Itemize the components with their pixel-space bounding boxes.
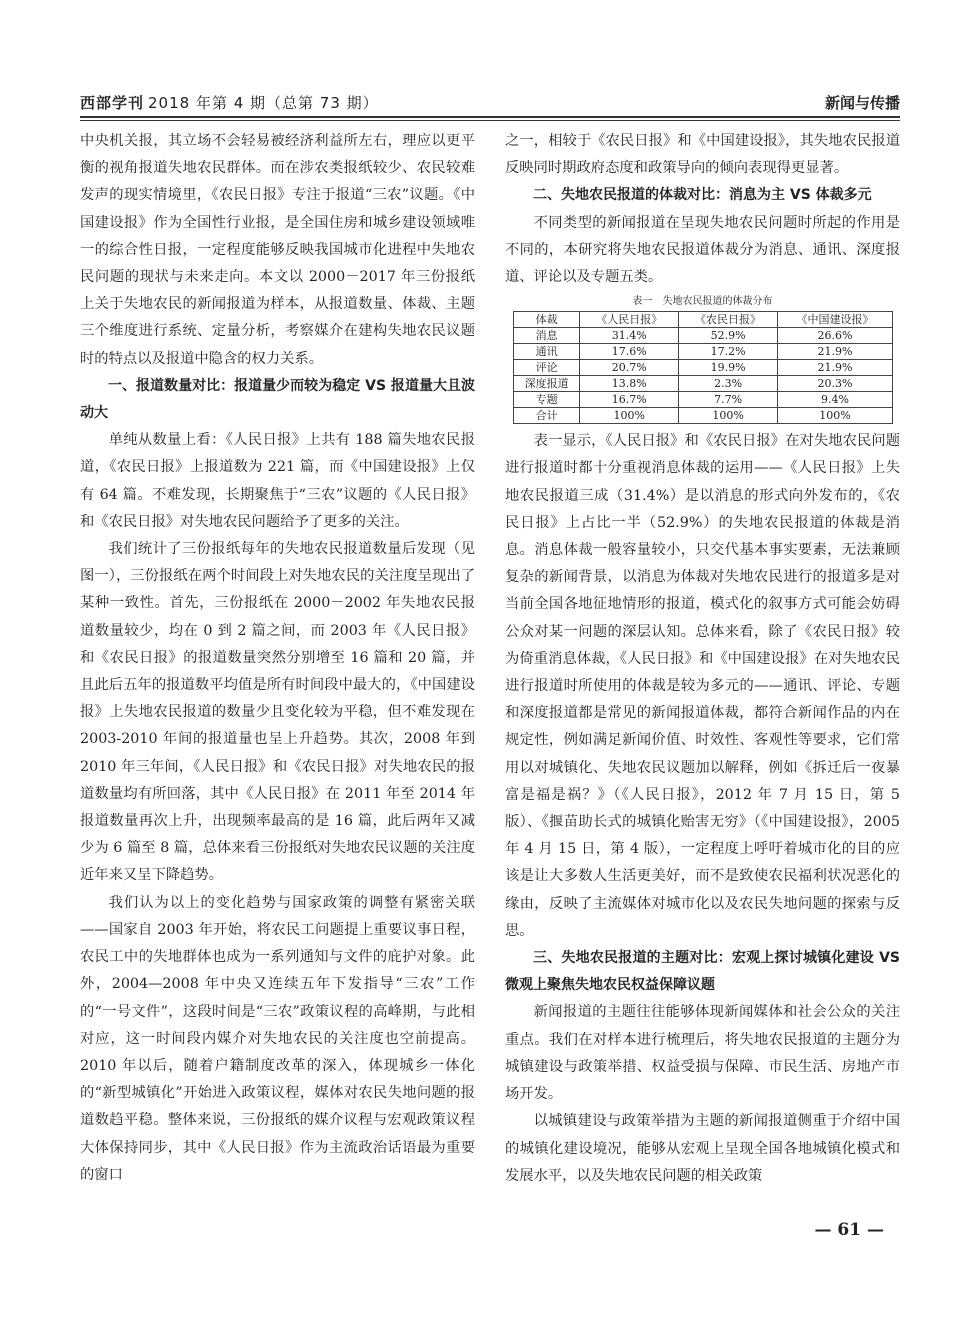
- table-cell: 深度报道: [514, 376, 580, 392]
- table-cell: 13.8%: [580, 376, 679, 392]
- table-caption: 表一 失地农民报道的体裁分布: [632, 296, 773, 308]
- table-cell: 评论: [514, 360, 580, 376]
- table-cell: 19.9%: [679, 360, 778, 376]
- right-column: [505, 128, 900, 1190]
- table-row: [514, 344, 893, 360]
- section-heading-1: 一、报道数量对比：报道量少而较为稳定 VS 报道量大且波动大: [80, 377, 475, 422]
- table-row: [514, 392, 893, 408]
- table-header-row: [514, 312, 893, 328]
- table-row: [514, 408, 893, 424]
- table-header-cell: 《农民日报》: [679, 312, 778, 328]
- page-number: — 61 —: [814, 1220, 884, 1240]
- table-cell: 21.9%: [777, 360, 892, 376]
- section-heading-3: 三、失地农民报道的主题对比：宏观上探讨城镇化建设 VS 微观上聚焦失地农民权益保障议题: [505, 950, 900, 994]
- genre-distribution-table: [513, 311, 893, 424]
- table-cell: 20.7%: [580, 360, 679, 376]
- table-row: [514, 328, 893, 344]
- table-cell: 100%: [679, 408, 778, 424]
- table-cell: 专题: [514, 392, 580, 408]
- table-cell: 100%: [777, 408, 892, 424]
- table-cell: 100%: [580, 408, 679, 424]
- table-cell: 通讯: [514, 344, 580, 360]
- table-cell: 9.4%: [777, 392, 892, 408]
- table-cell: 20.3%: [777, 376, 892, 392]
- table-cell: 合计: [514, 408, 580, 424]
- table-cell: 17.2%: [679, 344, 778, 360]
- paragraph: 单纯从数量上看：《人民日报》上共有 188 篇失地农民报道，《农民日报》上报道数为 221 篇，而《中国建设报》上仅有 64 篇。不难发现，长期聚焦于“三农”议题的《人民日报》和《农民日报》对失地农民问题给予了更多的关注。: [80, 432, 475, 530]
- table-cell: 17.6%: [580, 344, 679, 360]
- table-cell: 16.7%: [580, 392, 679, 408]
- table-cell: 52.9%: [679, 328, 778, 344]
- table-cell: 31.4%: [580, 328, 679, 344]
- table-cell: 26.6%: [777, 328, 892, 344]
- table-row: [514, 360, 893, 376]
- header-rule-thin: [80, 120, 900, 121]
- paragraph: 我们统计了三份报纸每年的失地农民报道数量后发现（见图一），三份报纸在两个时间段上对失地农民的关注度呈现出了某种一致性。首先，三份报纸在 2000－2002 年失地农民报道数量较少，均在 0 到 2 篇之间，而 2003 年《人民日报》和《农民日报》的报道数量突然分别增至 16 篇和 20 篇，并且此后五年的报道数平均值是所有时间段中最大的，《中国建设报》上失地农民报道的数量少且变化较为平稳，但不难发现在 2003-2010 年间的报道量也呈上升趋势。其次，2008 年到 2010 年三年间，《人民日报》和《农民日报》对失地农民的报道数量均有所回落，其中《人民日报》在 2011 年至 2014 年报道数量再次上升，出现频率最高的是 16 篇，此后两年又减少为 6 篇至 8 篇，总体来看三份报纸对失地农民议题的关注度近年来又呈下降趋势。: [80, 541, 475, 884]
- journal-name: 西部学刊 2018 年第 4 期（总第 73 期）: [80, 94, 379, 112]
- issue-info: 2018 年第 4 期（总第 73 期）: [148, 94, 379, 112]
- table-header-cell: 《人民日报》: [580, 312, 679, 328]
- table-header-cell: 《中国建设报》: [777, 312, 892, 328]
- table-cell: 2.3%: [679, 376, 778, 392]
- paragraph: 表一显示，《人民日报》和《农民日报》在对失地农民问题进行报道时都十分重视消息体裁的运用——《人民日报》上失地农民报道三成（31.4%）是以消息的形式向外发布的，《农民日报》上占比一半（52.9%）的失地农民报道的体裁是消息。消息体裁一般容量较小，只交代基本事实要素，无法兼顾复杂的新闻背景，以消息为体裁对失地农民进行的报道多是对当前全国各地征地情形的报道，模式化的叙事方式可能会妨碍公众对某一问题的深层认知。总体来看，除了《农民日报》较为倚重消息体裁，《人民日报》和《中国建设报》在对失地农民进行报道时所使用的体裁是较为多元的——通讯、评论、专题和深度报道都是常见的新闻报道体裁，都符合新闻作品的内在规定性，例如满足新闻价值、时效性、客观性等要求，它们常用以对城镇化、失地农民议题加以解释，例如《拆迁后一夜暴富是福是祸？》（《人民日报》，2012 年 7 月 15 日，第 5 版）、《揠苗助长式的城镇化贻害无穷》（《中国建设报》，2005 年 4 月 15 日，第 4 版），一定程度上呼吁着城市化的目的应该是让大多数人生活更美好，而不是致使农民福利状况恶化的缘由，反映了主流媒体对城市化以及农民失地问题的探索与反思。: [505, 433, 900, 939]
- paragraph: 之一，相较于《农民日报》和《中国建设报》，其失地农民报道反映同时期政府态度和政策导向的倾向表现得更显著。: [505, 133, 900, 177]
- running-header: [80, 86, 900, 116]
- table-cell: 7.7%: [679, 392, 778, 408]
- header-rule: [80, 116, 900, 118]
- table-cell: 消息: [514, 328, 580, 344]
- paragraph: 中央机关报，其立场不会轻易被经济利益所左右，理应以更平衡的视角报道失地农民群体。而在涉农类报纸较少、农民较难发声的现实情境里，《农民日报》专注于报道“三农”议题。《中国建设报》作为全国性行业报，是全国住房和城乡建设领域唯一的综合性日报，一定程度能够反映我国城市化进程中失地农民问题的现状与未来走向。本文以 2000－2017 年三份报纸上关于失地农民的新闻报道为样本，从报道数量、体裁、主题三个维度进行系统、定量分析，考察媒介在建构失地农民议题时的特点以及报道中隐含的权力关系。: [80, 133, 475, 367]
- table-row: [514, 376, 893, 392]
- left-column: [80, 128, 475, 1189]
- paragraph: 不同类型的新闻报道在呈现失地农民问题时所起的作用是不同的，本研究将失地农民报道体裁分为消息、通讯、深度报道、评论以及专题五类。: [505, 214, 900, 286]
- paragraph: 以城镇建设与政策举措为主题的新闻报道侧重于介绍中国的城镇化建设境况，能够从宏观上呈现全国各地城镇化模式和发展水平，以及失地农民问题的相关政策: [505, 1113, 900, 1184]
- table-cell: 21.9%: [777, 344, 892, 360]
- section-heading-2: 二、失地农民报道的体裁对比：消息为主 VS 体裁多元: [533, 187, 872, 204]
- section-name: 新闻与传播: [824, 94, 900, 112]
- paragraph: 新闻报道的主题往往能够体现新闻媒体和社会公众的关注重点。我们在对样本进行梳理后，将失地农民报道的主题分为城镇建设与政策举措、权益受损与保障、市民生活、房地产市场开发。: [505, 1004, 900, 1103]
- table-header-cell: 体裁: [514, 312, 580, 328]
- paragraph: 我们认为以上的变化趋势与国家政策的调整有紧密关联——国家自 2003 年开始，将农民工问题提上重要议事日程，农民工中的失地群体也成为一系列通知与文件的庇护对象。此外，2004—2008 年中央又连续五年下发指导“三农”工作的“一号文件”，这段时间是“三农”政策议程的高峰期，与此相对应，这一时间段内媒介对失地农民的关注度也空前提高。2010 年以后，随着户籍制度改革的深入，体现城乡一体化的“新型城镇化”开始进入政策议程，媒体对农民失地问题的报道数趋平稳。整体来说，三份报纸的媒介议程与宏观政策议程大体保持同步，其中《人民日报》作为主流政治话语最为重要的窗口: [80, 894, 475, 1183]
